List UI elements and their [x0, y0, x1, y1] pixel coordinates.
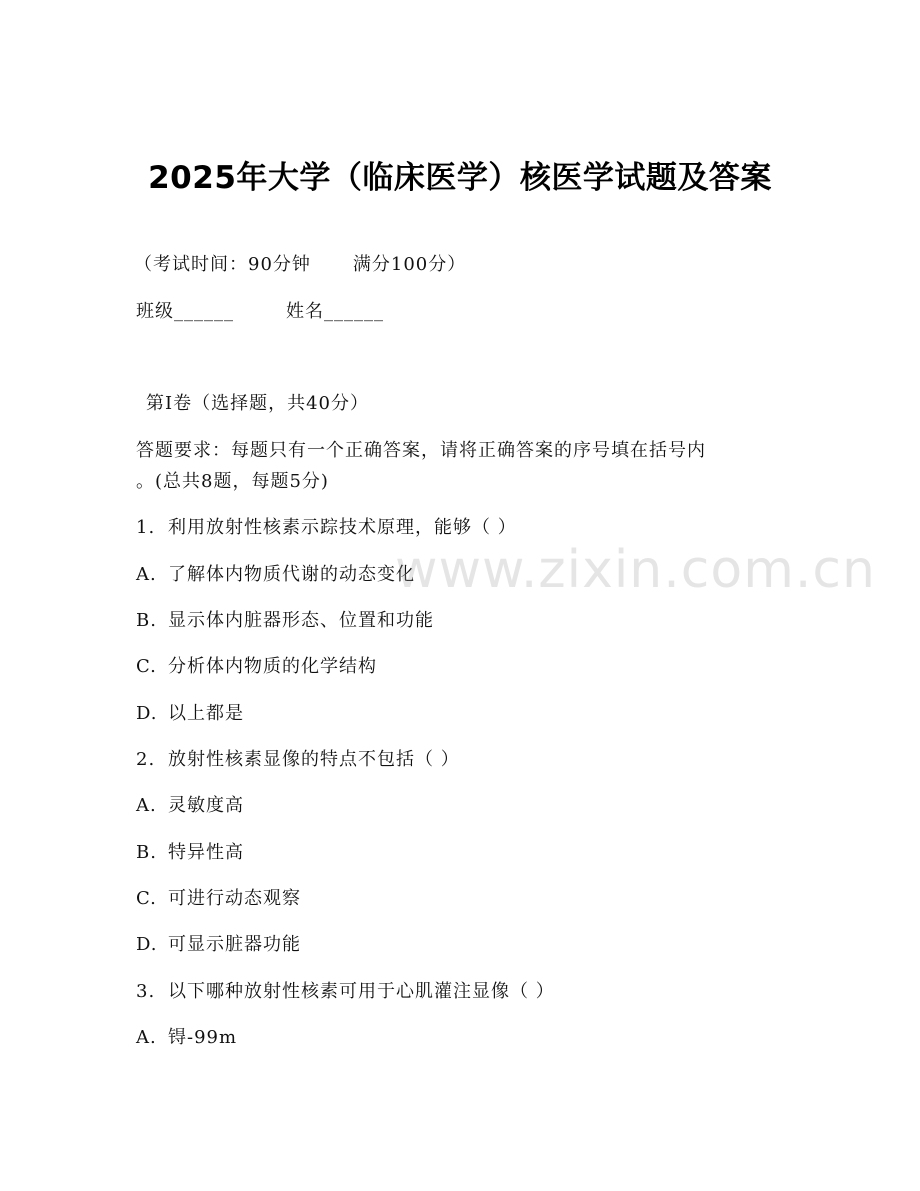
- exam-info: [134, 253, 466, 277]
- name-label: 姓名______: [286, 301, 384, 322]
- exam-time: （考试时间：90分钟: [134, 254, 311, 275]
- option-1b: [136, 609, 434, 633]
- class-label: 班级______: [136, 301, 234, 322]
- page-title: 2025年大学（临床医学）核医学试题及答案: [148, 160, 772, 196]
- option-2c: [136, 887, 301, 911]
- question-text: 利用放射性核素示踪技术原理，能够（ ）: [168, 517, 517, 538]
- question-number: 2.: [136, 749, 156, 770]
- option-letter: A.: [136, 795, 157, 816]
- option-text: 了解体内物质代谢的动态变化: [168, 564, 415, 585]
- question-text: 以下哪种放射性核素可用于心肌灌注显像（ ）: [168, 981, 555, 1002]
- option-2b: [136, 841, 244, 865]
- question-3: [136, 980, 555, 1004]
- option-text: 特异性高: [168, 842, 244, 863]
- option-letter: A.: [136, 1027, 157, 1048]
- option-text: 灵敏度高: [168, 795, 244, 816]
- option-letter: C.: [136, 656, 157, 677]
- option-letter: B.: [136, 842, 157, 863]
- question-number: 1.: [136, 517, 156, 538]
- option-2a: [136, 794, 244, 818]
- option-letter: A.: [136, 564, 157, 585]
- section-title: 第I卷（选择题，共40分）: [146, 393, 370, 414]
- student-info: [136, 300, 384, 324]
- watermark: www.zixin.com.cn: [395, 540, 876, 600]
- option-text: 可进行动态观察: [168, 888, 301, 909]
- option-text: 可显示脏器功能: [168, 934, 301, 955]
- option-1a: [136, 563, 415, 587]
- option-2d: [136, 933, 301, 957]
- option-text: 以上都是: [168, 703, 244, 724]
- option-text: 锝-99m: [168, 1027, 238, 1048]
- full-score: 满分100分）: [352, 254, 467, 275]
- option-1d: [136, 702, 244, 726]
- question-2: [136, 748, 460, 772]
- question-text: 放射性核素显像的特点不包括（ ）: [168, 749, 460, 770]
- requirement-line-2: 。(总共8题，每题5分): [136, 471, 329, 492]
- option-letter: D.: [136, 934, 158, 955]
- option-text: 显示体内脏器形态、位置和功能: [168, 610, 434, 631]
- option-text: 分析体内物质的化学结构: [168, 656, 377, 677]
- option-1c: [136, 655, 377, 679]
- option-letter: B.: [136, 610, 157, 631]
- option-letter: D.: [136, 703, 158, 724]
- option-3a: [136, 1026, 237, 1050]
- option-letter: C.: [136, 888, 157, 909]
- question-number: 3.: [136, 981, 156, 1002]
- requirement-line-1: 答题要求：每题只有一个正确答案，请将正确答案的序号填在括号内: [136, 440, 706, 461]
- question-1: [136, 516, 517, 540]
